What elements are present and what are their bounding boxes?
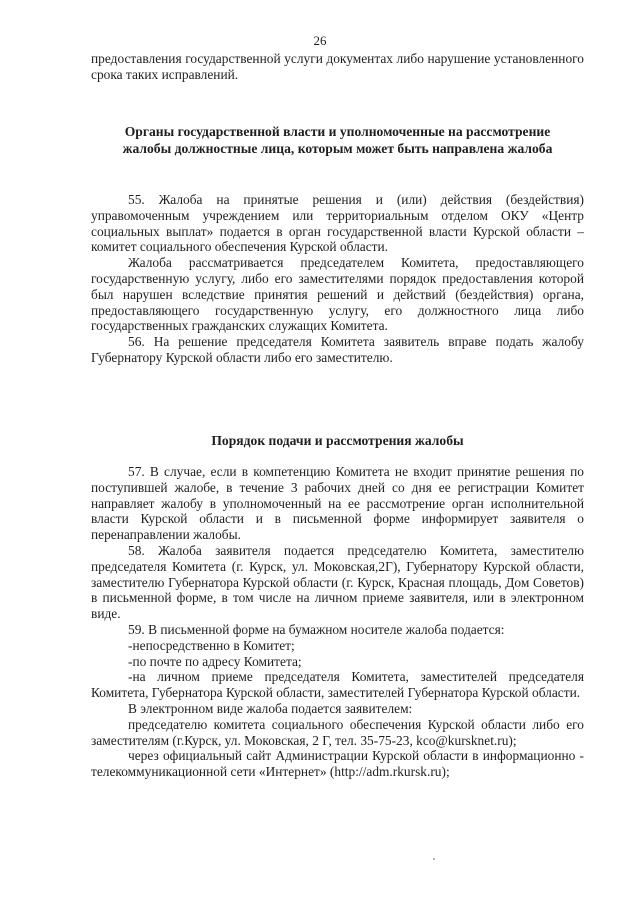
paragraph-55-continued: Жалоба рассматривается председателем Комитета, предоставляющего государственную услугу, либо его заместителями порядок предоставления которой был нарушен вследствие принятия решений и действий (бездействия) органа, предоставляющего государственную услугу, его должностного лица либо государственных гражданских служащих Комитета. — [91, 255, 584, 334]
paragraph-55: 55. Жалоба на принятые решения и (или) действия (бездействия) управомоченным учреждением или территориальным отделом ОКУ «Центр социальных выплат» подается в орган государственной власти Курской области – комитет социального обеспечения Курской области. — [91, 192, 584, 255]
paragraph-59: 59. В письменной форме на бумажном носителе жалоба подается: — [128, 621, 505, 637]
section-heading-authorities: Органы государственной власти и уполномоченные на рассмотрение жалобы должностные лица, которым может быть направлена жалоба — [122, 124, 553, 156]
list-item-post: -по почте по адресу Комитета; — [128, 653, 302, 669]
scan-speck — [433, 858, 435, 860]
intro-paragraph — [91, 51, 584, 83]
paragraph-57: 57. В случае, если в компетенцию Комитета не входит принятие решения по поступившей жалобе, в течение 3 рабочих дней со дня ее регистрации Комитет направляет жалобу в уполномоченный на ее рассмотрение орган исполнительной власти Курской области и в письменной форме информирует заявителя о перенаправлении жалобы. — [91, 464, 584, 543]
page-number: 26 — [313, 33, 327, 48]
list-item-personal-reception: -на личном приеме председателя Комитета, заместителей председателя Комитета, Губернатора Курской области, заместителей Губернатора Курской области. — [91, 669, 584, 701]
paragraph-56: 56. На решение председателя Комитета заявитель вправе подать жалобу Губернатору Курской области либо его заместителю. — [91, 334, 584, 365]
paragraph-electronic: В электронном виде жалоба подается заявителем: — [128, 700, 413, 716]
electronic-item-chairman: председателю комитета социального обеспечения Курской области либо его заместителям (г.Курск, ул. Моковская, 2 Г, тел. 35-75-23, kco@kursknet.ru); — [91, 716, 584, 748]
electronic-item-website: через официальный сайт Администрации Курской области в информационно - телекоммуникационной сети «Интернет» (http://adm.rkursk.ru); — [91, 748, 584, 780]
paragraph-58: 58. Жалоба заявителя подается председателю Комитета, заместителю председателя Комитета (г. Курск, ул. Моковская,2Г), Губернатору Курской области, заместителю Губернатора Курской области (г. Курск, Красная площадь, Дом Советов) в письменной форме, в том числе на личном приеме заявителя, или в электронном виде. — [91, 542, 584, 622]
section-procedure-body — [91, 464, 584, 780]
section-authorities-body — [91, 192, 584, 366]
list-item-direct: -непосредственно в Комитет; — [128, 637, 295, 653]
intro-text: предоставления государственной услуги документах либо нарушение установленного срока таких исправлений. — [91, 51, 584, 82]
section-heading-procedure: Порядок подачи и рассмотрения жалобы — [211, 433, 464, 448]
